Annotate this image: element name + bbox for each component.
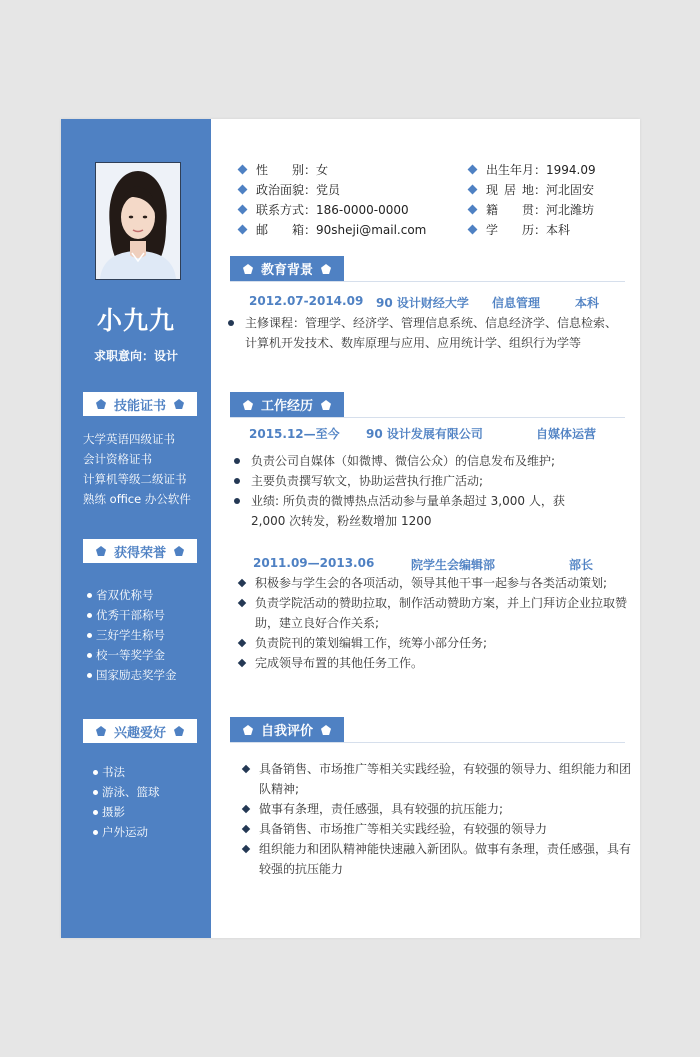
pentagon-icon [174,399,184,409]
info-label: 性 别 [256,163,305,177]
job-role: 部长 [569,558,594,572]
list-item: 计算机等级二级证书 [83,472,187,486]
job-duties [235,573,633,673]
job-period: 2015.12—至今 [249,427,340,441]
job-company: 90 设计发展有限公司 [366,427,483,441]
work-heading [230,392,344,417]
pentagon-icon [96,726,106,736]
list-item: 具备销售、市场推广等相关实践经验，有较强的领导力 [239,819,631,839]
list-item: 熟练 office 办公软件 [83,492,191,506]
info-label: 学 历 [486,223,535,237]
list-item: 负责院刊的策划编辑工作，统筹小部分任务; [235,633,633,653]
honors-heading [83,539,197,563]
list-item: 会计资格证书 [83,452,152,466]
list-item: 三好学生称号 [83,625,208,645]
info-row-birth: 出生年月：1994.09 [466,160,626,180]
info-value: 1994.09 [546,163,596,177]
list-item: 户外运动 [89,822,214,842]
list-item: 负责公司自媒体（如微博、微信公众）的信息发布及维护; [231,451,591,471]
list-item: 省双优称号 [83,585,208,605]
job-period: 2011.09—2013.06 [253,556,375,570]
info-value: 女 [316,163,329,177]
list-item: 摄影 [89,802,214,822]
list-item: 大学英语四级证书 [83,432,175,446]
info-label: 出生年月 [486,163,535,177]
list-item: 负责学院活动的赞助拉取，制作活动赞助方案，并上门拜访企业拉取赞助，建立良好合作关系; [235,593,633,633]
pentagon-icon [243,725,253,735]
honors-list [83,585,208,685]
honors-heading-label: 获得荣誉 [113,545,166,561]
hobbies-heading-label: 兴趣爱好 [113,725,166,741]
personal-info-right [466,160,626,240]
info-value: 河北固安 [546,183,595,197]
info-row-gender: 性 别：女 [236,160,451,180]
info-label: 籍 贯 [486,203,535,217]
list-item: 积极参与学生会的各项活动，领导其他干事一起参与各类活动策划; [235,573,633,593]
info-label: 政治面貌 [256,183,305,197]
hobbies-heading [83,719,197,743]
info-row-political: 政治面貌：党员 [236,180,451,200]
sidebar [61,119,211,938]
list-item: 游泳、篮球 [89,782,214,802]
education-details [225,313,625,353]
list-item: 具备销售、市场推广等相关实践经验，有较强的领导力、组织能力和团队精神; [239,759,631,799]
education-major: 信息管理 [492,296,541,310]
info-value: 90sheji@mail.com [316,223,427,237]
list-item: 业绩: 所负责的微博热点活动参与量单条超过 3,000 人，获 2,000 次转发，粉丝数增加 1200 [231,491,591,531]
list-item: 校一等奖学金 [83,645,208,665]
education-degree: 本科 [575,296,600,310]
list-item: 书法 [89,762,214,782]
info-row-hometown: 籍 贯：河北潍坊 [466,200,626,220]
education-heading-label: 教育背景 [260,263,313,278]
pentagon-icon [174,726,184,736]
job-duties [231,451,591,531]
job-company: 院学生会编辑部 [411,558,496,572]
list-item: 完成领导布置的其他任务工作。 [235,653,633,673]
info-value: 党员 [316,183,341,197]
pentagon-icon [174,546,184,556]
list-item: 组织能力和团队精神能快速融入新团队。做事有条理，责任感强，具有较强的抗压能力 [239,839,631,879]
pentagon-icon [243,400,253,410]
self-eval-list [239,759,631,879]
resume-page [61,119,640,938]
pentagon-icon [96,399,106,409]
info-row-residence: 现 居 地：河北固安 [466,180,626,200]
work-heading-label: 工作经历 [260,399,313,414]
pentagon-icon [321,725,331,735]
skills-heading [83,392,197,416]
list-item: 优秀干部称号 [83,605,208,625]
info-label: 邮 箱 [256,223,305,237]
info-label: 联系方式 [256,203,305,217]
list-item: 主要负责撰写软文，协助运营执行推广活动; [231,471,591,491]
education-school: 90 设计财经大学 [376,296,469,310]
info-row-degree: 学 历：本科 [466,220,626,240]
section-divider [230,742,625,743]
self-eval-heading-label: 自我评价 [260,724,313,739]
info-value: 本科 [546,223,571,237]
list-item: 主修课程：管理学、经济学、管理信息系统、信息经济学、信息检索、计算机开发技术、数库原理与应用、应用统计学、组织行为学等 [225,313,625,353]
profile-photo [95,162,181,280]
info-row-email: 邮 箱：90sheji@mail.com [236,220,451,240]
pentagon-icon [96,546,106,556]
skills-list [83,429,208,509]
job-role: 自媒体运营 [536,427,597,441]
personal-info-left [236,160,451,240]
info-value: 河北潍坊 [546,203,595,217]
list-item: 国家励志奖学金 [83,665,208,685]
main-content [211,119,640,938]
education-heading [230,256,344,281]
candidate-name: 小九九 [96,306,175,335]
self-eval-heading [230,717,344,742]
info-row-phone: 联系方式：186-0000-0000 [236,200,451,220]
education-period: 2012.07-2014.09 [249,294,364,308]
info-value: 186-0000-0000 [316,203,409,217]
skills-heading-label: 技能证书 [113,398,166,414]
section-divider [230,417,625,418]
info-label: 现 居 地 [486,183,534,197]
job-intent: 求职意向：设计 [93,349,178,363]
hobbies-list [89,762,214,842]
list-item: 做事有条理，责任感强，具有较强的抗压能力; [239,799,631,819]
section-divider [230,281,625,282]
pentagon-icon [321,400,331,410]
pentagon-icon [243,264,253,274]
pentagon-icon [321,264,331,274]
